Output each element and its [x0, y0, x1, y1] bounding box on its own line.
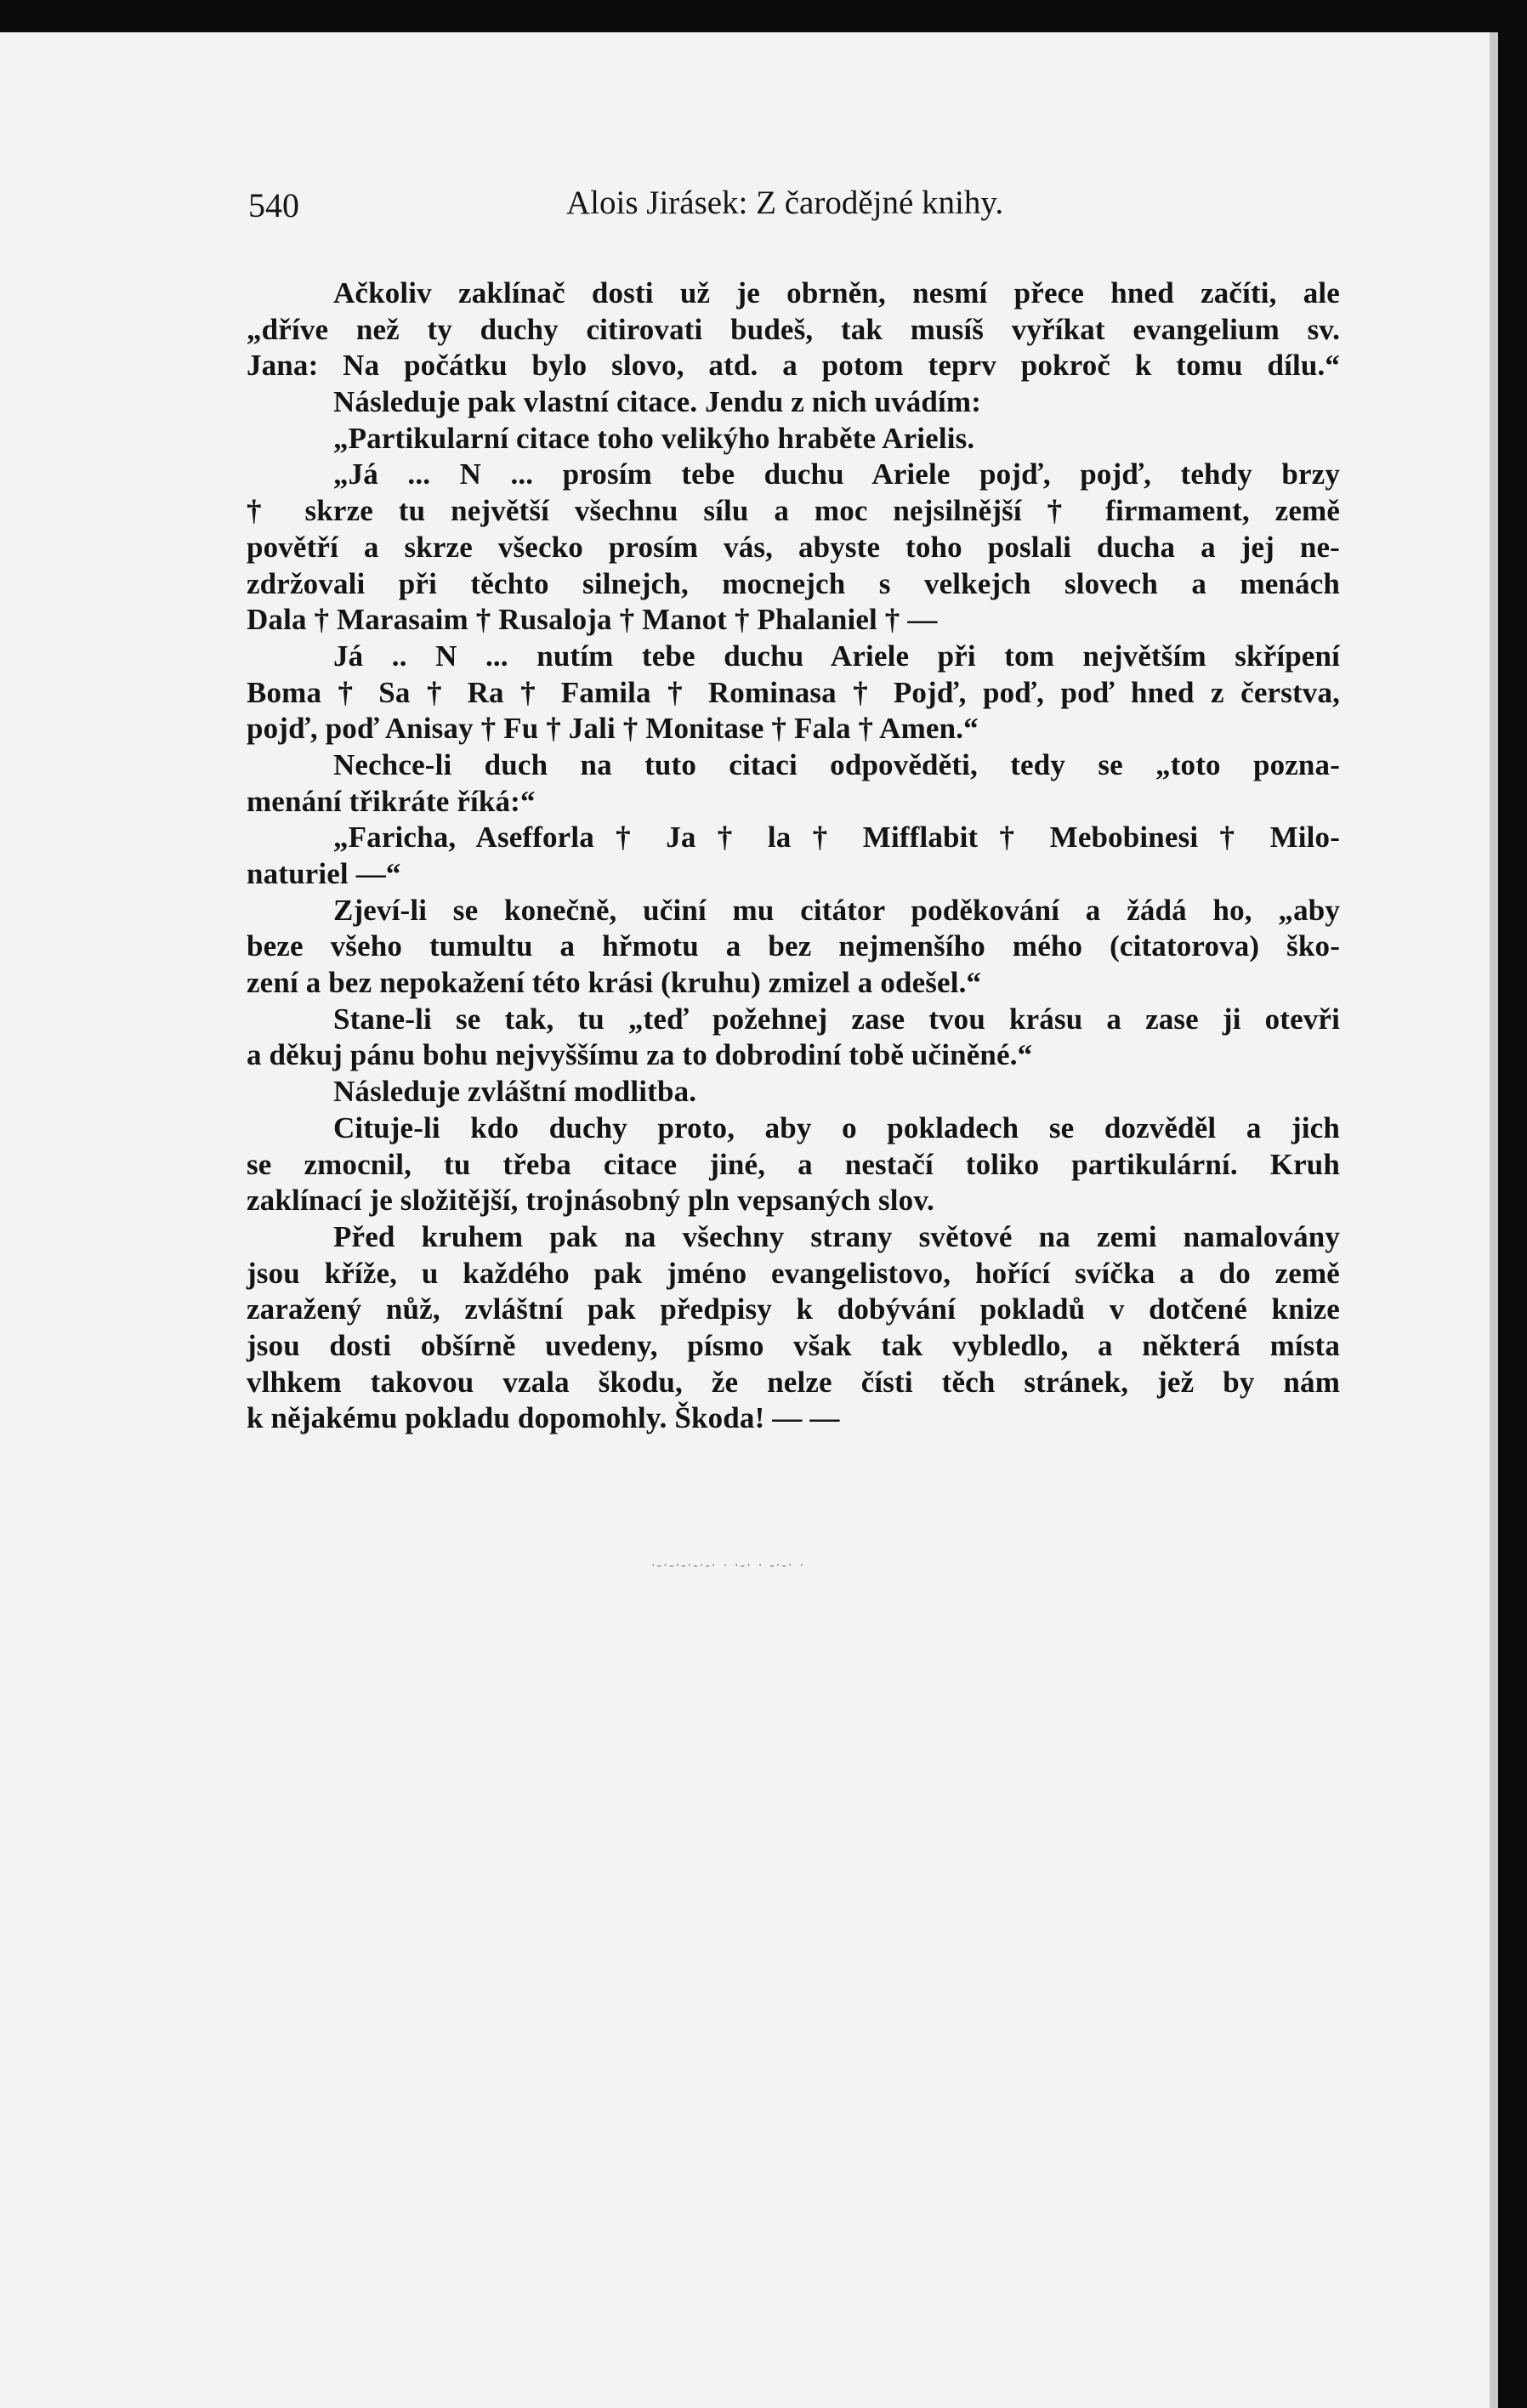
text-line: Dala † Marasaim † Rusaloja † Manot † Phalaniel † — — [247, 603, 938, 637]
text-line: naturiel —“ — [247, 857, 401, 890]
text-line: Boma † Sa † Ra † Famila † Rominasa † Pojď, poď, poď hned z čerstva, — [247, 675, 1340, 709]
text-line: menání třikráte říká:“ — [247, 784, 536, 818]
text-line: Zjeví-li se konečně, učiní mu citátor poděkování a žádá ho, „aby — [333, 893, 1340, 927]
text-line: pojď, poď Anisay † Fu † Jali † Monitase † Fala † Amen.“ — [247, 712, 979, 746]
text-line: „dříve než ty duchy citirovati budeš, tak musíš vyříkat evangelium sv. — [247, 312, 1340, 346]
text-line: zaklínací je složitější, trojnásobný pln vepsaných slov. — [247, 1184, 934, 1218]
text-line: Já .. N ... nutím tebe duchu Ariele při tom největším skřípení — [333, 639, 1340, 673]
text-line: zení a bez nepokažení této krási (kruhu) zmizel a odešel.“ — [247, 966, 982, 1000]
text-line: jsou kříže, u každého pak jméno evangelistovo, hořící svíčka a do země — [247, 1256, 1340, 1290]
text-line: Ačkoliv zaklínač dosti už je obrněn, nesmí přece hned začíti, ale — [333, 276, 1340, 310]
running-title: Alois Jirásek: Z čarodějné knihy. — [566, 185, 1004, 221]
text-line: beze všeho tumultu a hřmotu a bez nejmenšího mého (citatorova) ško- — [247, 929, 1340, 963]
text-line: zaražený nůž, zvláštní pak předpisy k dobývání pokladů v dotčené knize — [247, 1292, 1340, 1326]
text-line: Následuje pak vlastní citace. Jendu z nich uvádím: — [333, 385, 981, 419]
text-line: Cituje-li kdo duchy proto, aby o pokladech se dozvěděl a jich — [333, 1110, 1340, 1144]
page-header — [0, 162, 1490, 224]
body-text — [247, 275, 1340, 1437]
page-number: 540 — [248, 186, 299, 224]
text-line: k nějakému pokladu dopomohly. Škoda! — — — [247, 1401, 840, 1435]
text-line: vlhkem takovou vzala škodu, že nelze čísti těch stránek, jež by nám — [247, 1365, 1340, 1399]
text-line: Následuje zvláštní modlitba. — [333, 1075, 697, 1109]
text-line: Nechce-li duch na tuto citaci odpověděti, tedy se „toto pozna- — [333, 747, 1340, 781]
text-line: jsou dosti obšírně uvedeny, písmo však tak vybledlo, a některá místa — [247, 1328, 1340, 1362]
text-line: se zmocnil, tu třeba citace jiné, a nestačí toliko partikulární. Kruh — [247, 1147, 1340, 1181]
text-line: Stane-li se tak, tu „teď požehnej zase tvou krásu a zase ji otevři — [333, 1002, 1340, 1036]
text-line: zdržovali při těchto silnejch, mocnejch s velkejch slovech a menách — [247, 566, 1340, 600]
text-line: Jana: Na počátku bylo slovo, atd. a potom teprv pokroč k tomu dílu.“ — [247, 349, 1340, 383]
text-line: † skrze tu největší všechnu sílu a moc nejsilnější † firmament, země — [247, 494, 1340, 528]
page-edge — [1490, 32, 1498, 2408]
text-line: a děkuj pánu bohu nejvyššímu za to dobrodiní tobě učiněné.“ — [247, 1038, 1033, 1072]
text-line: „Faricha, Asefforla † Ja † la † Mifflabit † Mebobinesi † Milo- — [333, 821, 1340, 855]
text-line: „Partikularní citace toho velikýho hraběte Arielis. — [333, 421, 975, 455]
section-ornament: ·-·-·-·-·-· · ·-· · -·-· · — [651, 1558, 806, 1573]
text-line: „Já ... N ... prosím tebe duchu Ariele pojď, pojď, tehdy brzy — [333, 457, 1340, 491]
text-line: Před kruhem pak na všechny strany světové na zemi namalovány — [333, 1219, 1340, 1253]
text-line: povětří a skrze všecko prosím vás, abyste toho poslali ducha a jej ne- — [247, 530, 1340, 564]
